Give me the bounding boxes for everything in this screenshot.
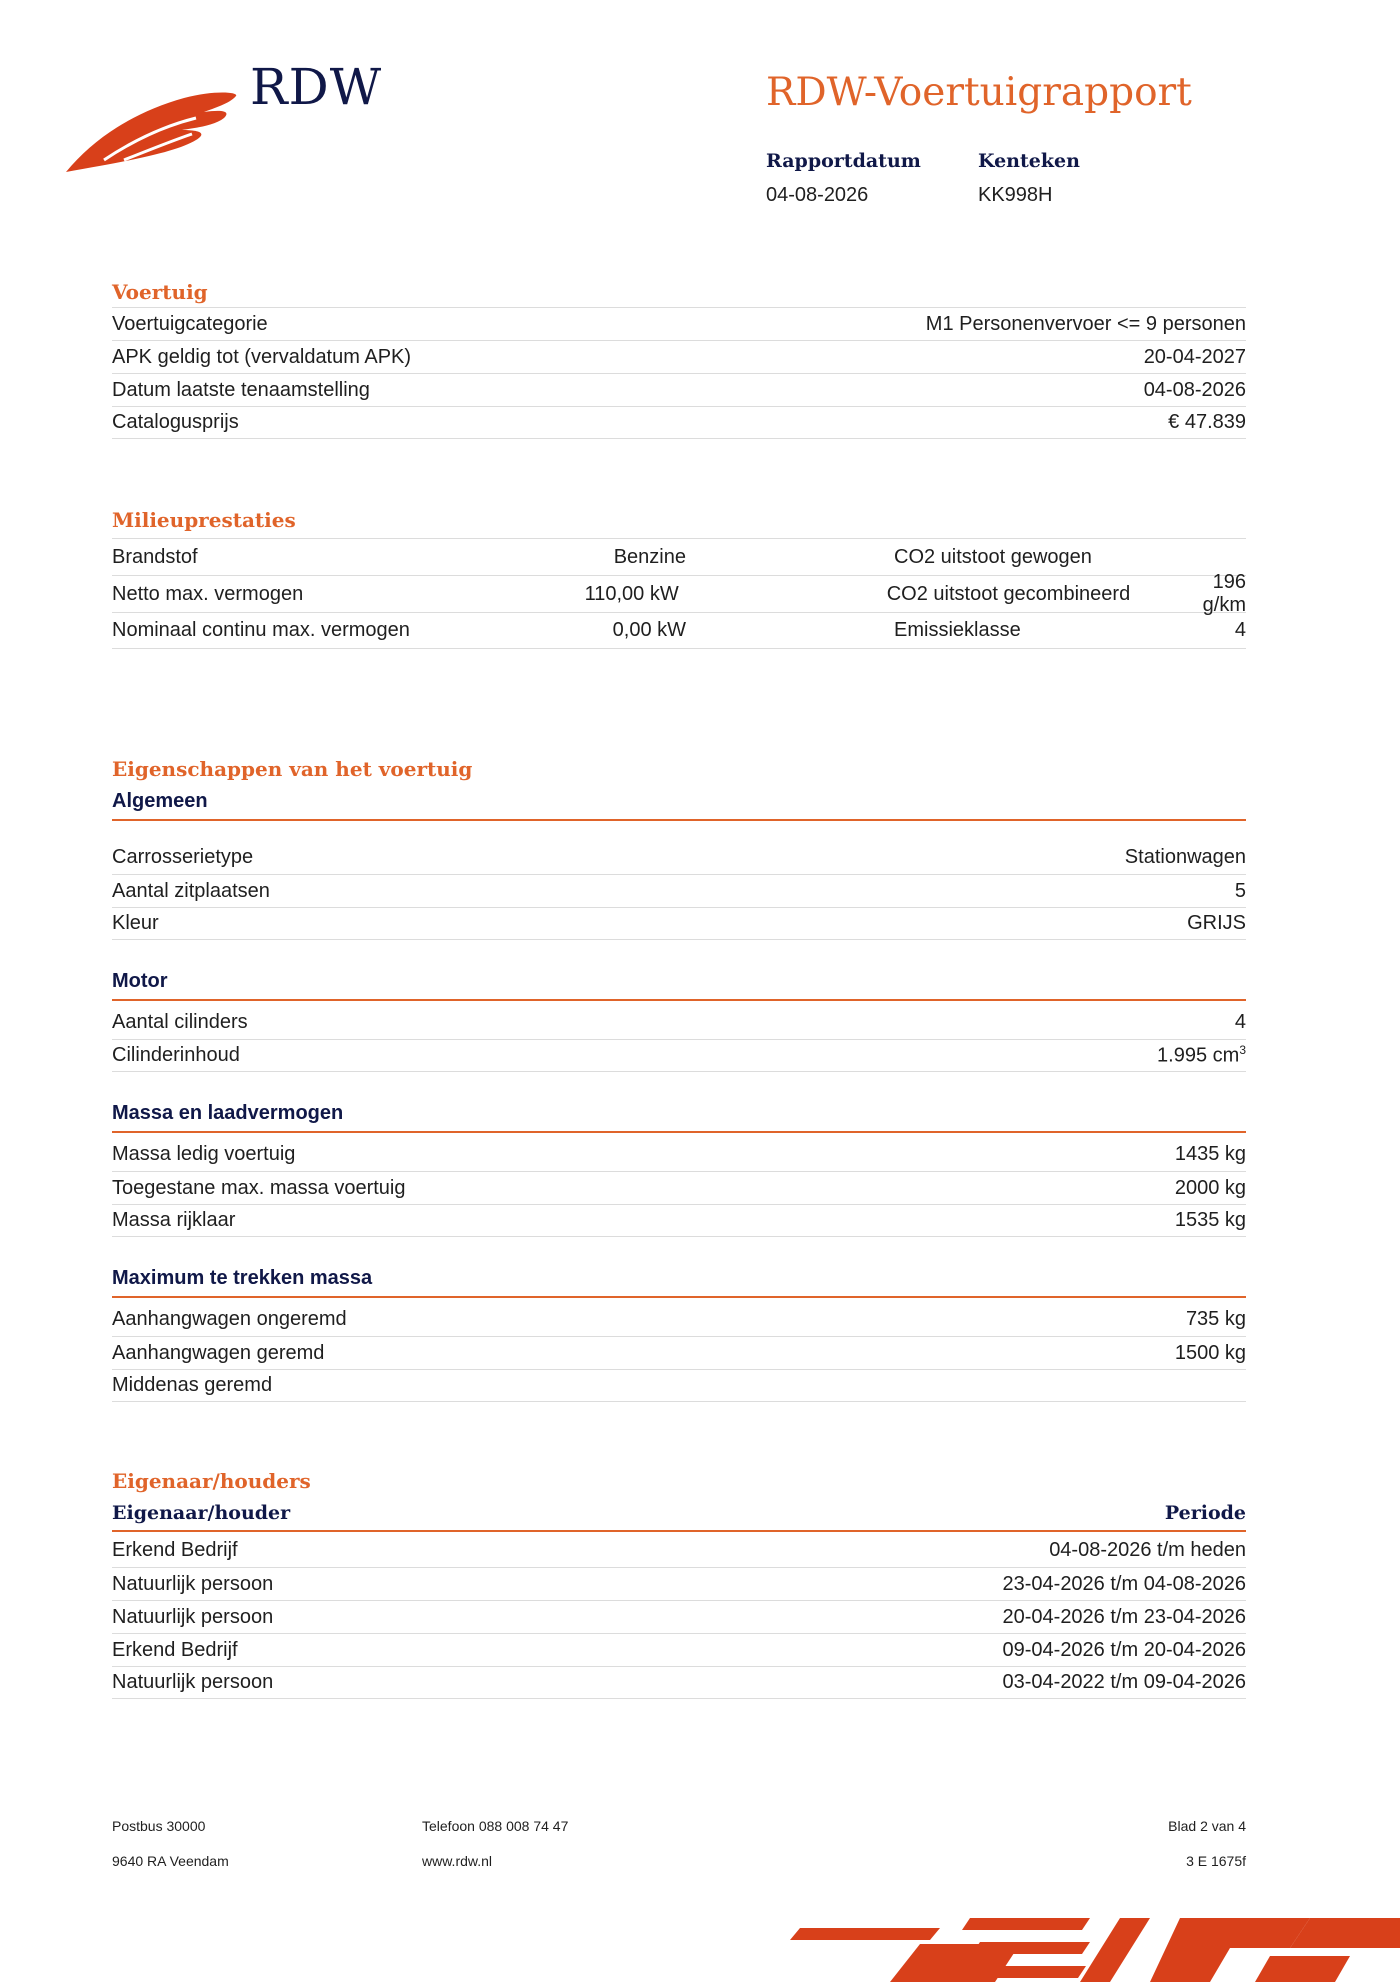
section-title-eigenaren: Eigenaar/houders [112, 1469, 311, 1493]
decorative-stripes-icon [790, 1908, 1400, 1982]
row-value: 5 [1234, 879, 1246, 902]
row-label: Netto max. vermogen [112, 582, 304, 605]
row-label: Voertuigcategorie [112, 312, 268, 335]
eigenaren-table [112, 1534, 1246, 1699]
section-title-eigenschappen: Eigenschappen van het voertuig [112, 757, 473, 781]
row-label: Aantal cilinders [112, 1011, 248, 1033]
row-label: Erkend Bedrijf [112, 1638, 238, 1661]
row-label: Natuurlijk persoon [112, 1572, 274, 1595]
row-label: APK geldig tot (vervaldatum APK) [112, 345, 412, 368]
massa-table [112, 1138, 1246, 1237]
table-row [112, 874, 1246, 907]
row-value: 04-08-2026 [1143, 378, 1246, 401]
row-value: 4 [1234, 619, 1246, 641]
table-row [112, 1303, 1246, 1336]
row-value: Benzine [613, 545, 686, 568]
footer-page-number: Blad 2 van 4 [1168, 1818, 1246, 1834]
row-value: 196 g/km [1202, 571, 1246, 616]
row-label: Carrosserietype [112, 846, 254, 868]
row-value: € 47.839 [1168, 411, 1246, 433]
row-label: Nominaal continu max. vermogen [112, 619, 410, 641]
rapportdatum-label: Rapportdatum [766, 150, 921, 172]
section-title-voertuig: Voertuig [112, 280, 208, 304]
row-value: 1.995 $cm^3$ [1157, 1043, 1246, 1067]
column-header-eigenaar: Eigenaar/houder [112, 1502, 291, 1524]
table-row [112, 1039, 1246, 1072]
row-value: M1 Personenvervoer <= 9 personen [925, 312, 1246, 335]
row-label: Catalogusprijs [112, 411, 239, 433]
row-label: Emissieklasse [894, 619, 1021, 641]
table-row [112, 612, 1246, 649]
subsection-title-massa: Massa en laadvermogen [112, 1102, 1246, 1133]
row-label: Datum laatste tenaamstelling [112, 378, 370, 401]
row-label: Aanhangwagen ongeremd [112, 1308, 347, 1330]
row-value: 03-04-2022 t/m 09-04-2026 [1002, 1671, 1246, 1693]
row-label: Aanhangwagen geremd [112, 1341, 325, 1364]
milieu-table [112, 538, 1246, 649]
table-row [112, 307, 1246, 340]
table-row [112, 1567, 1246, 1600]
row-label: Toegestane max. massa voertuig [112, 1176, 406, 1199]
row-label: Natuurlijk persoon [112, 1605, 274, 1628]
row-value: 23-04-2026 t/m 04-08-2026 [1002, 1572, 1246, 1595]
row-label: Kleur [112, 912, 159, 934]
row-value: 09-04-2026 t/m 20-04-2026 [1002, 1638, 1246, 1661]
footer-website[interactable]: www.rdw.nl [422, 1853, 493, 1869]
row-value: 1500 kg [1174, 1341, 1246, 1364]
table-row [112, 841, 1246, 874]
row-label: Natuurlijk persoon [112, 1671, 274, 1693]
kenteken-block [978, 150, 1080, 207]
footer-adres: 9640 RA Veendam [112, 1853, 229, 1869]
footer-telefoon: Telefoon 088 008 74 47 [422, 1818, 569, 1834]
row-value: 20-04-2027 [1143, 345, 1246, 368]
row-label: Massa ledig voertuig [112, 1143, 296, 1165]
table-row [112, 406, 1246, 439]
row-value: Stationwagen [1124, 846, 1246, 868]
table-row [112, 373, 1246, 406]
section-title-milieu: Milieuprestaties [112, 508, 296, 532]
footer-code: 3 E 1675f [1186, 1853, 1246, 1869]
algemeen-table [112, 841, 1246, 940]
logo-text: RDW [250, 58, 383, 116]
table-row [112, 340, 1246, 373]
table-row [112, 538, 1246, 575]
table-row [112, 907, 1246, 940]
row-value: 110,00 kW [584, 582, 679, 605]
row-label: Erkend Bedrijf [112, 1539, 238, 1561]
subsection-title-trekken: Maximum te trekken massa [112, 1267, 1246, 1298]
footer-postbus: Postbus 30000 [112, 1818, 206, 1834]
table-row [112, 1171, 1246, 1204]
row-label: Aantal zitplaatsen [112, 879, 270, 902]
rapportdatum-value: 04-08-2026 [766, 184, 869, 206]
kenteken-value: KK998H [978, 184, 1053, 206]
row-label: CO2 uitstoot gewogen [894, 545, 1092, 568]
voertuig-table [112, 307, 1246, 439]
eigenaren-header [112, 1502, 1246, 1532]
motor-table [112, 1006, 1246, 1072]
table-row [112, 1666, 1246, 1699]
trekken-table [112, 1303, 1246, 1402]
row-value: 04-08-2026 t/m heden [1049, 1539, 1246, 1561]
row-value: 4 [1234, 1011, 1246, 1033]
table-row [112, 1006, 1246, 1039]
kenteken-label: Kenteken [978, 150, 1080, 172]
row-value: GRIJS [1187, 912, 1246, 934]
column-header-periode: Periode [1164, 1502, 1246, 1524]
row-value: 735 kg [1185, 1308, 1246, 1330]
table-row [112, 1138, 1246, 1171]
table-row [112, 571, 1246, 616]
row-value: 1535 kg [1174, 1209, 1246, 1231]
row-label: Brandstof [112, 545, 198, 568]
rapportdatum-block [766, 150, 921, 207]
table-row [112, 1336, 1246, 1369]
row-label: Cilinderinhoud [112, 1044, 240, 1066]
subsection-title-motor: Motor [112, 970, 1246, 1001]
table-row [112, 1369, 1246, 1402]
row-label: Middenas geremd [112, 1374, 273, 1396]
row-value: 20-04-2026 t/m 23-04-2026 [1002, 1605, 1246, 1628]
report-title: RDW-Voertuigrapport [766, 70, 1192, 115]
subsection-title-algemeen: Algemeen [112, 790, 1246, 821]
row-label: Massa rijklaar [112, 1209, 236, 1231]
table-row [112, 1534, 1246, 1567]
row-value: 1435 kg [1174, 1143, 1246, 1165]
table-row [112, 1600, 1246, 1633]
row-value: 0,00 kW [612, 619, 686, 641]
table-row [112, 1633, 1246, 1666]
table-row [112, 1204, 1246, 1237]
row-value: 2000 kg [1174, 1176, 1246, 1199]
row-label: CO2 uitstoot gecombineerd [886, 582, 1131, 605]
